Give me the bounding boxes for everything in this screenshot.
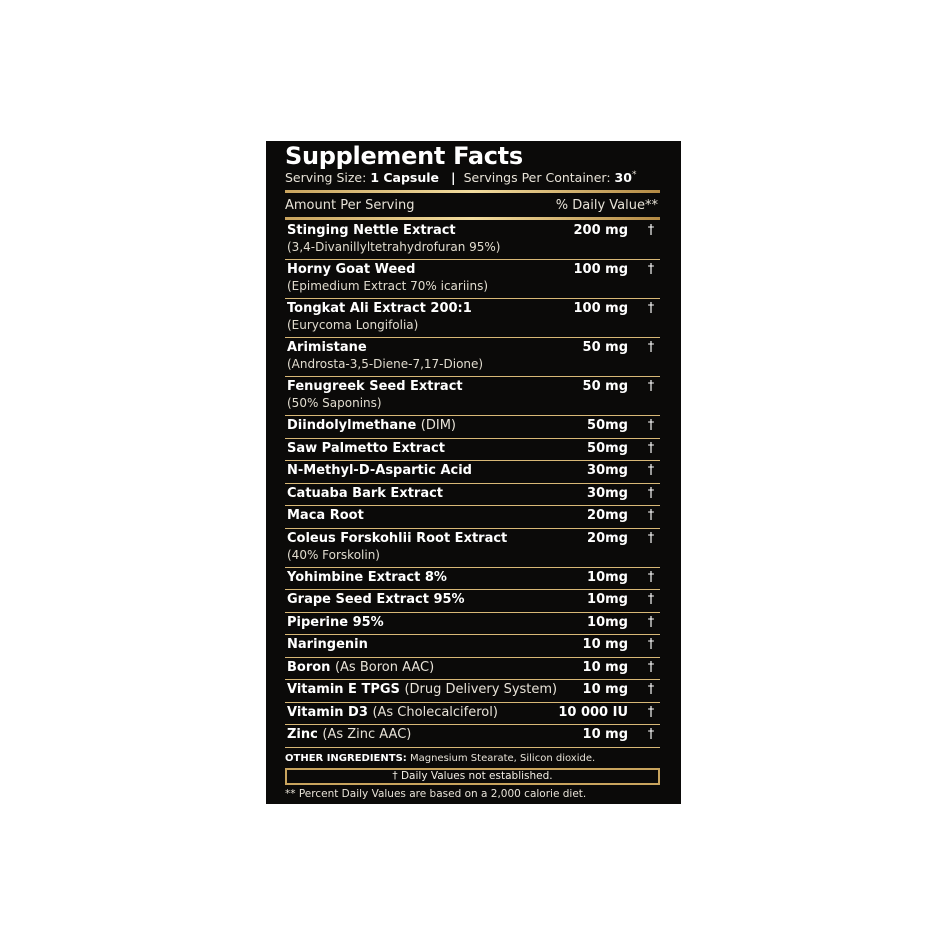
ingredient-name: [287, 591, 465, 608]
dagger-mark: †: [647, 223, 655, 238]
ingredient-row: [285, 484, 660, 507]
serving-size-value: 1 Capsule: [370, 170, 440, 185]
dagger-mark: †: [647, 301, 655, 316]
daily-value-note-box: [285, 768, 660, 785]
amount-header: [285, 195, 660, 217]
ingredient-amount: 10mg: [587, 614, 628, 630]
ingredient-list: [285, 221, 660, 748]
ingredient-name-text: Diindolylmethane: [287, 418, 417, 433]
ingredient-note: (As Zinc AAC): [322, 727, 412, 742]
ingredient-row: [285, 506, 660, 529]
serving-separator: |: [451, 170, 456, 185]
servings-per-container-label: Servings Per Container:: [463, 170, 611, 185]
ingredient-name-text: Coleus Forskohlii Root Extract: [287, 530, 508, 546]
ingredient-row: [285, 590, 660, 613]
ingredient-note: (As Cholecalciferol): [372, 704, 498, 720]
ingredient-row: [285, 680, 660, 703]
daily-value-note: † Daily Values not established.: [392, 770, 553, 782]
ingredient-name-text: Maca Root: [287, 508, 364, 523]
dagger-mark: †: [647, 704, 655, 720]
ingredient-amount: 30mg: [587, 485, 628, 501]
ingredient-row: [285, 635, 660, 658]
ingredient-name: [287, 462, 472, 479]
ingredient-subtitle: (50% Saponins): [287, 396, 382, 410]
ingredient-note: (Drug Delivery System): [404, 682, 558, 697]
servings-per-container-value: 30: [614, 170, 632, 185]
ingredient-name: [287, 440, 445, 457]
ingredient-row: [285, 568, 660, 591]
serving-info: [285, 169, 670, 187]
ingredient-row: [285, 338, 660, 377]
ingredient-amount: 10mg: [587, 592, 628, 607]
dagger-mark: †: [647, 682, 655, 697]
ingredient-name-text: Vitamin D3: [287, 704, 368, 720]
ingredient-name: [287, 339, 367, 356]
amount-per-serving-label: Amount Per Serving: [285, 198, 415, 213]
ingredient-row: [285, 299, 660, 338]
dagger-mark: †: [647, 569, 655, 585]
other-ingredients-label: OTHER INGREDIENTS:: [285, 753, 407, 764]
ingredient-row: [285, 377, 660, 416]
ingredient-subtitle: (Eurycoma Longifolia): [287, 318, 419, 332]
dagger-mark: †: [647, 418, 655, 433]
dagger-mark: †: [647, 340, 655, 355]
ingredient-amount: 20mg: [587, 530, 628, 546]
ingredient-subtitle: (3,4-Divanillyltetrahydrofuran 95%): [287, 240, 501, 254]
dagger-mark: †: [647, 530, 655, 546]
other-ingredients-value: Magnesium Stearate, Silicon dioxide.: [409, 753, 596, 764]
ingredient-amount: 10 000 IU: [558, 704, 628, 720]
dagger-mark: †: [647, 727, 655, 742]
ingredient-amount: 10mg: [587, 569, 628, 585]
ingredient-subtitle: (40% Forskolin): [287, 547, 380, 562]
dagger-mark: †: [647, 440, 655, 456]
ingredient-amount: 10 mg: [582, 637, 628, 652]
ingredient-row: [285, 613, 660, 636]
ingredient-name-text: Yohimbine Extract 8%: [287, 569, 447, 585]
ingredient-amount: 30mg: [587, 463, 628, 478]
dagger-mark: †: [647, 637, 655, 652]
ingredient-amount: 100 mg: [573, 301, 628, 316]
ingredient-name: [287, 300, 472, 317]
ingredient-name-text: Tongkat Ali Extract 200:1: [287, 301, 472, 316]
ingredient-note: (As Boron AAC): [334, 659, 435, 675]
ingredient-row: [285, 461, 660, 484]
ingredient-name: [287, 485, 443, 502]
ingredient-name: [287, 378, 463, 395]
ingredient-name: [287, 614, 384, 631]
ingredient-name-text: N-Methyl-D-Aspartic Acid: [287, 463, 472, 478]
ingredient-amount: 10 mg: [582, 659, 628, 675]
ingredient-name: [287, 507, 364, 524]
ingredient-name-text: Arimistane: [287, 340, 367, 355]
dagger-mark: †: [647, 485, 655, 501]
header-rule: [285, 190, 660, 193]
ingredient-note: (DIM): [420, 418, 457, 433]
dagger-mark: †: [647, 614, 655, 630]
ingredient-amount: 200 mg: [573, 223, 628, 238]
ingredient-subtitle: (Epimedium Extract 70% icariins): [287, 279, 489, 293]
ingredient-name-text: Naringenin: [287, 637, 368, 652]
ingredient-name: [287, 530, 507, 547]
ingredient-name-text: Grape Seed Extract 95%: [287, 592, 465, 607]
ingredient-name: [287, 659, 434, 676]
ingredient-name-text: Stinging Nettle Extract: [287, 223, 456, 238]
ingredient-amount: 50 mg: [582, 340, 628, 355]
other-ingredients: [285, 753, 665, 764]
ingredient-name-text: Fenugreek Seed Extract: [287, 379, 463, 394]
ingredient-name: [287, 417, 456, 434]
amount-header-rule: [285, 217, 660, 220]
ingredient-name: [287, 636, 368, 653]
ingredient-name: [287, 261, 415, 278]
ingredient-row: [285, 439, 660, 462]
serving-size-label: Serving Size:: [285, 170, 367, 185]
ingredient-name: [287, 681, 557, 698]
ingredient-amount: 50mg: [587, 418, 628, 433]
ingredient-name-text: Boron: [287, 659, 331, 675]
ingredient-name-text: Zinc: [287, 727, 318, 742]
ingredient-subtitle: (Androsta-3,5-Diene-7,17-Dione): [287, 357, 484, 371]
dagger-mark: †: [647, 379, 655, 394]
ingredient-row: [285, 725, 660, 748]
ingredient-name-text: Horny Goat Weed: [287, 262, 416, 277]
ingredient-amount: 20mg: [587, 508, 628, 523]
ingredient-name-text: Catuaba Bark Extract: [287, 485, 444, 501]
ingredient-name-text: Piperine 95%: [287, 614, 384, 630]
panel-title: Supplement Facts: [285, 142, 523, 170]
ingredient-amount: 10 mg: [582, 727, 628, 742]
dagger-mark: †: [647, 592, 655, 607]
ingredient-name: [287, 704, 498, 721]
ingredient-name-text: Vitamin E TPGS: [287, 682, 400, 697]
daily-value-header: % Daily Value**: [555, 198, 658, 213]
dagger-mark: †: [647, 659, 655, 675]
ingredient-row: [285, 658, 660, 681]
servings-mark: *: [631, 170, 637, 180]
ingredient-amount: 50mg: [587, 440, 628, 456]
ingredient-amount: 50 mg: [582, 379, 628, 394]
ingredient-name: [287, 569, 447, 586]
ingredient-row: [285, 416, 660, 439]
ingredient-name: [287, 222, 456, 239]
ingredient-row: [285, 703, 660, 726]
supplement-facts-panel: [266, 141, 681, 804]
dagger-mark: †: [647, 508, 655, 523]
ingredient-amount: 10 mg: [582, 682, 628, 697]
ingredient-name-text: Saw Palmetto Extract: [287, 440, 445, 456]
ingredient-row: [285, 260, 660, 299]
ingredient-row: [285, 221, 660, 260]
dagger-mark: †: [647, 463, 655, 478]
dagger-mark: †: [647, 262, 655, 277]
ingredient-name: [287, 726, 411, 743]
footnote: ** Percent Daily Values are based on a 2,000 calorie diet.: [285, 788, 587, 800]
ingredient-amount: 100 mg: [573, 262, 628, 277]
ingredient-row: [285, 529, 660, 568]
